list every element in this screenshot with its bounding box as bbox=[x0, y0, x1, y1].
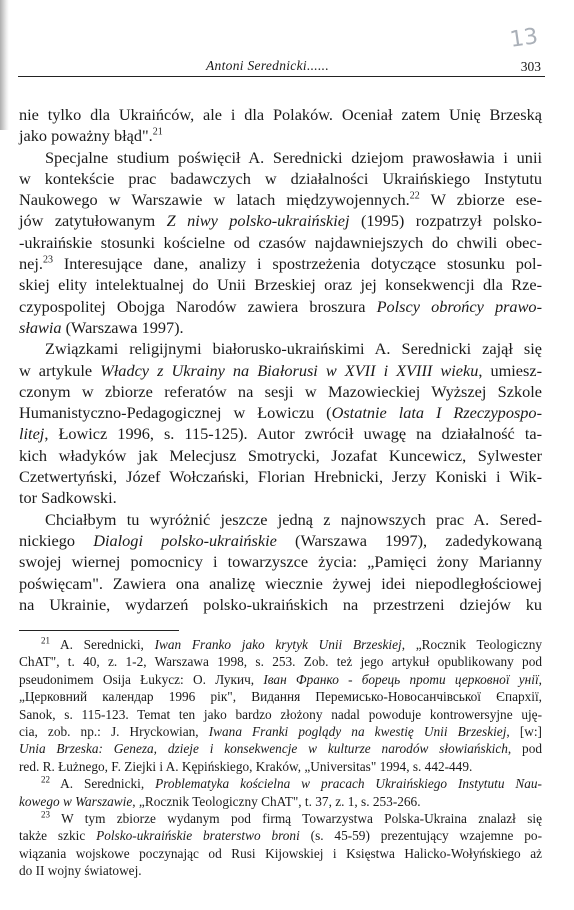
italic-title: Władcy z Ukrainy na Białorusi w XVII i XVIII wieku bbox=[100, 360, 479, 380]
body-line bbox=[19, 594, 542, 615]
text-run: swojej wiernej pomocnicy i towarzyszce życia: „Pamięci żony Marianny bbox=[19, 552, 542, 572]
body-line bbox=[19, 509, 542, 530]
body-line bbox=[19, 104, 542, 125]
italic-title: sławia bbox=[19, 317, 62, 337]
text-run: na Ukrainie, wydarzeń polsko-ukraińskich na przestrzeni dziejów ku bbox=[19, 594, 542, 614]
text-run: w artykule bbox=[19, 360, 101, 380]
italic-title: Polsko-ukraińskie braterstwo broni bbox=[96, 828, 300, 844]
footnote-line bbox=[19, 827, 542, 844]
body-line bbox=[19, 210, 542, 231]
italic-title: litej bbox=[19, 424, 45, 444]
footnote-ref: 21 bbox=[152, 126, 163, 138]
text-run: Czetwertyński, Józef Wołczański, Florian Hrebnicki, Jerzy Koniski i Wik- bbox=[19, 467, 542, 487]
italic-title: Ostatnie lata I Rzeczypospo- bbox=[331, 403, 542, 423]
text-run: tor Sadkowski. bbox=[19, 488, 117, 508]
text-run: nickiego bbox=[19, 530, 94, 550]
text-run: czypospolitej Obojga Narodów zawiera broszura bbox=[19, 296, 377, 316]
body-line bbox=[19, 423, 542, 444]
text-run: także szkic bbox=[19, 828, 97, 844]
body-line bbox=[19, 445, 542, 466]
footnote-ref: 22 bbox=[409, 190, 420, 202]
body-line bbox=[19, 487, 542, 508]
italic-title: Iwan Franko jako krytyk Unii Brzeskiej bbox=[154, 637, 402, 652]
text-run: czonym w zbiorze referatów na sesji w Mazowieckiej Wyższej Szkole bbox=[19, 381, 542, 401]
text-run: , pod bbox=[507, 741, 542, 757]
body-line bbox=[19, 317, 542, 338]
italic-title: Іван Франко - борець проти церковної унії bbox=[263, 671, 539, 687]
body-line bbox=[19, 573, 542, 594]
text-run: , umiesz- bbox=[478, 360, 543, 380]
italic-title: Z niwy polsko-ukraińskiej bbox=[166, 211, 350, 231]
text-run: ChAT", t. 40, z. 1-2, Warszawa 1998, s. 253. Zob. też jego artykuł opublikowany pod bbox=[19, 654, 542, 670]
body-line bbox=[19, 551, 542, 572]
text-run: W zbiorze ese- bbox=[419, 190, 542, 210]
footnote-separator bbox=[19, 630, 179, 631]
running-title: Antoni Serednicki...... bbox=[206, 58, 329, 73]
text-run: , „Rocznik Teologiczny bbox=[401, 637, 543, 652]
footnote-ref: 21 bbox=[41, 635, 50, 646]
footnotes bbox=[19, 636, 542, 880]
body-line bbox=[19, 125, 542, 146]
body-line bbox=[19, 360, 542, 381]
text-run: nej. bbox=[19, 254, 43, 274]
body-line bbox=[19, 381, 542, 402]
text-run: Specjalne studium poświęcił A. Serednicki dziejom prawosławia i unii bbox=[45, 147, 542, 167]
text-run: , bbox=[538, 671, 542, 687]
body-line bbox=[19, 147, 542, 168]
text-run: poświęcam". Zawiera ona analizę wiecznie żywej idei niepodległościowej bbox=[19, 573, 542, 593]
italic-title: Polscy obrońcy prawo- bbox=[376, 296, 542, 316]
text-run: , „Rocznik Teologiczny ChAT", t. 37, z. 1, s. 253-266. bbox=[132, 793, 421, 809]
text-run: Związkami religijnymi białorusko-ukraińskimi A. Serednicki zajął się bbox=[45, 339, 542, 359]
footnote-line bbox=[19, 845, 542, 862]
header-rule bbox=[18, 76, 545, 77]
text-run: Interesujące dane, analizy i spostrzeżenia dotyczące stosunku pol- bbox=[52, 254, 542, 274]
body-line bbox=[19, 530, 542, 551]
footnote-line bbox=[19, 671, 542, 688]
italic-title: Problematyka kościelna w pracach Ukraińskiego Instytutu Nau- bbox=[155, 776, 542, 792]
running-header bbox=[18, 58, 545, 82]
text-run: A. Serednicki, bbox=[50, 637, 155, 652]
text-run: cia, zob. np.: J. Hryckowian, bbox=[19, 724, 209, 740]
italic-title: Iwana Franki poglądy na kwestię Unii Brzeskiej bbox=[208, 724, 507, 740]
footnote-ref: 23 bbox=[41, 809, 50, 820]
text-run: Naukowego w Warszawie w latach międzywojennych. bbox=[19, 190, 410, 210]
text-run: -ukraińskie stosunki kościelne od czasów najdawniejszych do chwili obec- bbox=[19, 232, 542, 252]
text-run: „Церковний календар 1996 рік", Видання Перемисько-Новосанчівської Єпархії, bbox=[19, 689, 542, 705]
footnote-line bbox=[19, 688, 542, 705]
text-run: (s. 45-59) prezentujący wzajemne po- bbox=[299, 828, 542, 844]
text-run: Sanok, s. 115-123. Temat ten jako bardzo złożony nadal powoduje kontrowersyjne uję- bbox=[19, 706, 542, 722]
body-line bbox=[19, 232, 542, 253]
footnote-ref: 22 bbox=[41, 774, 50, 785]
text-run: Chciałbym tu wyróżnić jeszcze jedną z najnowszych prac A. Sered- bbox=[45, 509, 542, 529]
text-run: , Łowicz 1996, s. 115-125). Autor zwrócił uwagę na działalność ta- bbox=[44, 424, 542, 444]
body-line bbox=[19, 274, 542, 295]
text-run: wiązania wojskowe poczynając od Rusi Kijowskiej i Księstwa Halicko-Wołyńskiego aż bbox=[19, 845, 542, 861]
footnote-line bbox=[19, 862, 542, 879]
text-run: (1995) rozpatrzył polsko- bbox=[349, 211, 543, 231]
text-run: skiej elity intelektualnej do Unii Brzeskiej oraz jej konsekwencji dla Rze- bbox=[19, 275, 542, 295]
text-run: W tym zbiorze wydanym pod firmą Towarzystwa Polska-Ukraina znalazł się bbox=[50, 811, 542, 827]
text-run: do II wojny światowej. bbox=[19, 863, 142, 879]
body-line bbox=[19, 189, 542, 210]
body-line bbox=[19, 296, 542, 317]
footnote-line bbox=[19, 636, 542, 653]
footnote-line bbox=[19, 740, 542, 757]
footnote-ref: 23 bbox=[42, 254, 53, 266]
footnote-line bbox=[19, 758, 542, 775]
footnote-line bbox=[19, 775, 542, 792]
text-run: Humanistyczno-Pedagogicznej w Łowiczu ( bbox=[19, 403, 332, 423]
scan-edge-shadow bbox=[0, 0, 9, 130]
italic-title: Dialogi polsko-ukraińskie bbox=[93, 530, 277, 550]
text-run: A. Serednicki, bbox=[50, 776, 156, 792]
body-line bbox=[19, 466, 542, 487]
text-run: nie tylko dla Ukraińców, ale i dla Polaków. Oceniał zatem Unię Brzeską bbox=[19, 105, 542, 124]
footnote-line bbox=[19, 810, 542, 827]
text-run: jów zatytułowanym bbox=[19, 211, 167, 231]
italic-title: Unia Brzeska: Geneza, dzieje i konsekwencje w kulturze narodów słowiańskich bbox=[19, 741, 508, 757]
body-line bbox=[19, 402, 542, 423]
body-line bbox=[19, 253, 542, 274]
text-run: , [w:] bbox=[506, 724, 542, 740]
text-run: red. R. Łużnego, F. Ziejki i A. Kępińskiego, Kraków, „Universitas" 1994, s. 442-449. bbox=[19, 758, 473, 774]
text-run: (Warszawa 1997), zadedykowaną bbox=[276, 530, 543, 550]
handwritten-folio-number: 13 bbox=[508, 24, 540, 53]
footnote-line bbox=[19, 793, 542, 810]
text-run: w kontekście prac badawczych w działalności Ukraińskiego Instytutu bbox=[19, 168, 542, 188]
text-run: kich władyków jak Melecjusz Smotrycki, Jozafat Kuncewicz, Sylwester bbox=[19, 445, 542, 465]
footnote-line bbox=[19, 723, 542, 740]
italic-title: kowego w Warszawie bbox=[19, 793, 133, 809]
body-line bbox=[19, 168, 542, 189]
text-run: (Warszawa 1997). bbox=[61, 317, 184, 337]
page-number: 303 bbox=[520, 59, 541, 74]
body-line bbox=[19, 338, 542, 359]
text-run: jako poważny błąd". bbox=[19, 126, 153, 146]
footnote-line bbox=[19, 706, 542, 723]
footnote-line bbox=[19, 653, 542, 670]
body-text bbox=[19, 104, 542, 615]
text-run: pseudonimem Osija Łukycz: О. Лукич, bbox=[19, 671, 264, 687]
